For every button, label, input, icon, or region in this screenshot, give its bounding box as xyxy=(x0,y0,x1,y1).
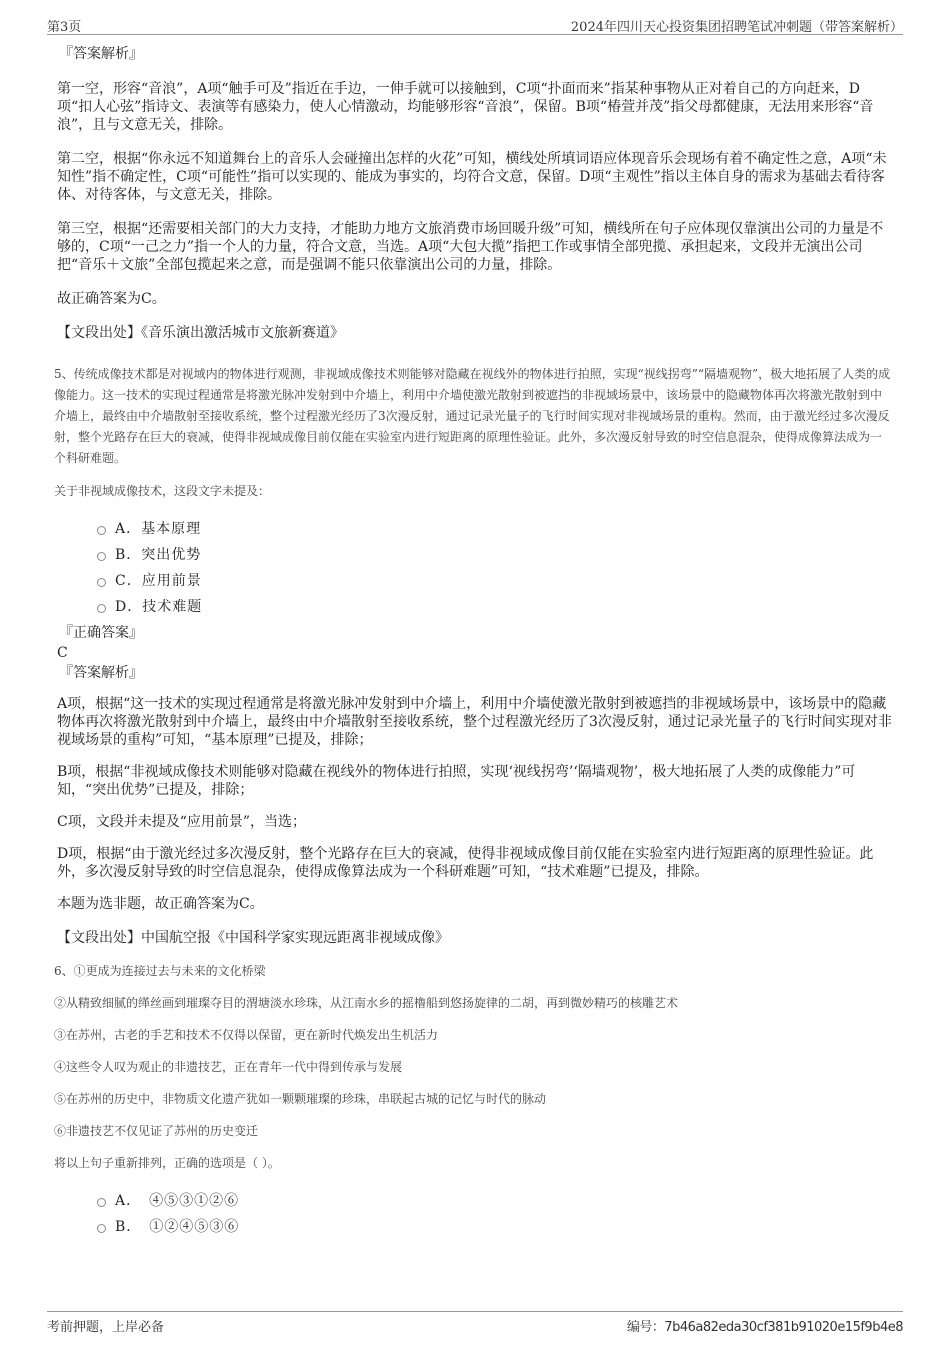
q5-analysis-b: B项，根据“非视域成像技术则能够对隐藏在视线外的物体进行拍照，实现‘视线拐弯’‘隔墙观物’，极大地拓展了人类的成像能力”可知，“突出优势”已提及，排除； xyxy=(57,764,856,798)
q6-option-a[interactable] xyxy=(97,1187,893,1213)
radio-icon[interactable] xyxy=(97,578,106,587)
q5-analysis-a: A项，根据“这一技术的实现过程通常是将激光脉冲发射到中介墙上，利用中介墙使激光散射到被遮挡的非视域场景中，该场景中的隐藏物体再次将激光散射到中介墙上，最终由中介墙散射至接收系统，整个过程激光经历了3次漫反射，通过记录光量子的飞行时间实现对非视域场景的重构”可知，“基本原理”已提及，排除； xyxy=(57,696,892,748)
radio-icon[interactable] xyxy=(97,1224,106,1233)
q5-analysis-c: C项，文段并未提及“应用前景”，当选； xyxy=(57,814,307,830)
q5-analysis-d: D项，根据“由于激光经过多次漫反射，整个光路存在巨大的衰减，使得非视域成像目前仅能在实验室内进行短距离的原理性验证。此外，多次漫反射导致的时空信息混杂，使得成像算法成为一个科研难题”可知，“技术难题”已提及，排除。 xyxy=(57,846,874,880)
prev-analysis-label: 『答案解析』 xyxy=(59,46,143,62)
q6-item-1: 6、①更成为连接过去与未来的文化桥梁 xyxy=(54,964,266,978)
prev-analysis-para-1: 第一空，形容“音浪”，A项“触手可及”指近在手边，一伸手就可以接触到，C项“扑面而来”指某种事物从正对着自己的方向赶来，D项“扣人心弦”指诗文、表演等有感染力，使人心情激动，均能够形容“音浪”，保留。B项“椿萱并茂”指父母都健康，无法用来形容“音浪”，且与文意无关，排除。 xyxy=(57,81,874,133)
prev-analysis-para-3: 第三空，根据“还需要相关部门的大力支持，才能助力地方文旅消费市场回暖升级”可知，横线所在句子应体现仅靠演出公司的力量是不够的，C项“一己之力”指一个人的力量，符合文意，当选。A项“大包大揽”指把工作或事情全部兜揽、承担起来，文段并无演出公司把“音乐＋文旅”全部包揽起来之意，而是强调不能只依靠演出公司的力量，排除。 xyxy=(57,221,884,273)
document-title: 2024年四川天心投资集团招聘笔试冲刺题（带答案解析） xyxy=(570,20,903,35)
q5-conclusion: 本题为选非题，故正确答案为C。 xyxy=(57,896,264,912)
q6-question: 将以上句子重新排列，正确的选项是（ ）。 xyxy=(54,1156,280,1170)
q6-item-4: ④这些令人叹为观止的非遗技艺，正在青年一代中得到传承与发展 xyxy=(54,1060,403,1074)
page-content xyxy=(54,44,893,1239)
q5-answer: C xyxy=(57,645,68,661)
q5-stem: 5、传统成像技术都是对视域内的物体进行观测，非视域成像技术则能够对隐藏在视线外的物体进行拍照，实现“视线拐弯”“隔墙观物”，极大地拓展了人类的成像能力。这一技术的实现过程通常是将激光脉冲发射到中介墙上，利用中介墙使激光散射到被遮挡的非视域场景中，该场景中的隐藏物体再次将激光散射到中介墙上，最终由中介墙散射至接收系统，整个过程激光经历了3次漫反射，通过记录光量子的飞行时间实现对非视域场景的重构。然而，由于激光经过多次漫反射，整个光路存在巨大的衰减，使得非视域成像目前仅能在实验室内进行短距离的原理性验证。此外，多次漫反射导致的时空信息混杂，使得成像算法成为一个科研难题。 xyxy=(54,367,891,465)
page-header xyxy=(47,14,903,35)
prev-analysis-para-2: 第二空，根据“你永远不知道舞台上的音乐人会碰撞出怎样的火花”可知，横线处所填词语应体现音乐会现场有着不确定性之意，A项“未知性”指不确定性，C项“可能性”指可以实现的、能成为事实的，均符合文意，保留。D项“主观性”指以主体自身的需求为基础去看待客体、对待客体，与文意无关，排除。 xyxy=(57,151,887,203)
option-label: A．基本原理 xyxy=(115,521,202,537)
q6-option-b[interactable] xyxy=(97,1213,893,1239)
option-label: B．突出优势 xyxy=(115,547,202,563)
q5-source: 【文段出处】中国航空报《中国科学家实现远距离非视域成像》 xyxy=(57,930,449,946)
option-label: B． ①②④⑤③⑥ xyxy=(115,1219,240,1235)
q6-item-3: ③在苏州，古老的手艺和技术不仅得以保留，更在新时代焕发出生机活力 xyxy=(54,1028,439,1042)
radio-icon[interactable] xyxy=(97,526,106,535)
q5-option-b[interactable] xyxy=(97,541,893,567)
footer-slogan: 考前押题，上岸必备 xyxy=(47,1320,165,1335)
q6-item-2: ②从精致细腻的缂丝画到璀璨夺目的渭塘淡水珍珠，从江南水乡的摇橹船到悠扬旋律的二胡，再到微妙精巧的核雕艺术 xyxy=(54,996,679,1010)
document-code: 编号：7b46a82eda30cf381b91020e15f9b4e8 xyxy=(626,1320,903,1335)
prev-conclusion: 故正确答案为C。 xyxy=(57,291,166,307)
option-label: C．应用前景 xyxy=(115,573,202,589)
q5-question: 关于非视域成像技术，这段文字未提及： xyxy=(54,484,271,498)
q6-item-5: ⑤在苏州的历史中，非物质文化遗产犹如一颗颗璀璨的珍珠，串联起古城的记忆与时代的脉动 xyxy=(54,1092,547,1106)
q6-options xyxy=(97,1187,893,1239)
q5-option-c[interactable] xyxy=(97,567,893,593)
page-footer xyxy=(47,1311,903,1336)
q5-options xyxy=(97,515,893,619)
page-number: 第3页 xyxy=(47,20,82,35)
radio-icon[interactable] xyxy=(97,552,106,561)
prev-source: 【文段出处】《音乐演出激活城市文旅新赛道》 xyxy=(57,325,344,341)
q5-option-d[interactable] xyxy=(97,593,893,619)
q5-answer-label: 『正确答案』 xyxy=(59,625,143,641)
q5-analysis-label: 『答案解析』 xyxy=(59,665,143,681)
q5-option-a[interactable] xyxy=(97,515,893,541)
option-label: D．技术难题 xyxy=(115,599,203,615)
option-label: A． ④⑤③①②⑥ xyxy=(115,1193,240,1209)
radio-icon[interactable] xyxy=(97,1198,106,1207)
q6-item-6: ⑥非遗技艺不仅见证了苏州的历史变迁 xyxy=(54,1124,259,1138)
radio-icon[interactable] xyxy=(97,604,106,613)
